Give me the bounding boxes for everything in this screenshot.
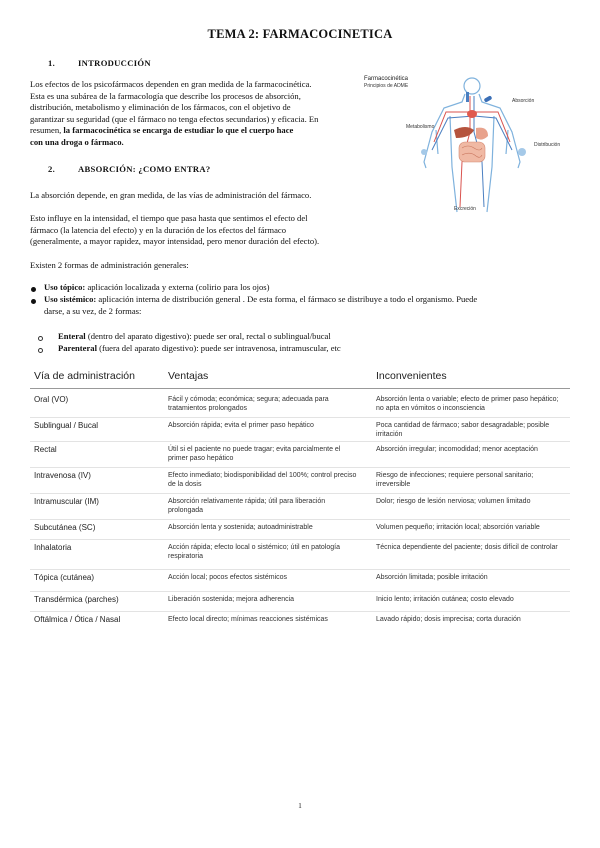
sub-bullet-icon bbox=[38, 348, 43, 353]
text-line: darse, a su vez, de 2 formas: bbox=[44, 305, 142, 316]
table-cell-ventajas: Absorción relativamente rápida; útil para liberación prolongada bbox=[168, 498, 326, 514]
bold-text: Enteral bbox=[58, 331, 86, 341]
table-header-inconvenientes: Inconvenientes bbox=[376, 370, 447, 382]
section-title: ABSORCIÓN: ¿COMO ENTRA? bbox=[78, 164, 211, 174]
absorption-paragraph-2 bbox=[30, 213, 570, 248]
table-cell-via: Sublingual / Bucal bbox=[34, 421, 99, 430]
table-cell-inconvenientes: Absorción limitada; posible irritación bbox=[376, 574, 488, 581]
table-cell-inconvenientes: Absorción lenta o variable; efecto de primer paso hepático; no apta en vómitos o inconsciencia bbox=[376, 396, 559, 412]
table-cell-ventajas: Útil si el paciente no puede tragar; evita parcialmente el primer paso hepático bbox=[168, 446, 341, 462]
table-cell-ventajas: Fácil y cómoda; económica; segura; adecuada para tratamientos prolongados bbox=[168, 396, 329, 412]
table-row-divider bbox=[30, 417, 570, 418]
table-cell-via: Transdérmica (parches) bbox=[34, 595, 119, 604]
bold-text: Uso tópico: bbox=[44, 282, 86, 292]
bold-text: la farmacocinética se encarga de estudiar lo que el cuerpo hace bbox=[63, 125, 294, 135]
text-span: (fuera del aparato digestivo): puede ser intravenosa, intramuscular, etc bbox=[96, 343, 341, 353]
absorption-paragraph-3: Existen 2 formas de administración generales: bbox=[30, 260, 189, 270]
table-cell-ventajas: Absorción rápida; evita el primer paso hepático bbox=[168, 422, 314, 429]
diagram-subtitle: Principios de ADME bbox=[364, 83, 409, 89]
intro-paragraph bbox=[30, 79, 366, 148]
text-line: Esta es una subárea de la farmacología que describe los procesos de absorción, bbox=[30, 90, 301, 101]
table-cell-inconvenientes: Inicio lento; irritación cutánea; costo elevado bbox=[376, 596, 514, 603]
table-row-divider bbox=[30, 493, 570, 494]
list-item-parenteral bbox=[58, 343, 568, 355]
table-cell-via: Tópica (cutánea) bbox=[34, 573, 95, 582]
diagram-label-distribucion: Distribución bbox=[534, 142, 561, 148]
table-header-divider bbox=[30, 388, 570, 389]
section-number: 1. bbox=[48, 58, 56, 68]
table-cell-ventajas: Acción rápida; efecto local o sistémico; útil en patología respiratoria bbox=[168, 544, 340, 560]
table-row-divider bbox=[30, 611, 570, 612]
page-title: TEMA 2: FARMACOCINETICA bbox=[207, 27, 393, 41]
table-cell-ventajas: Efecto local directo; mínimas reacciones sistémicas bbox=[168, 616, 328, 623]
table-cell-via: Inhalatoria bbox=[34, 543, 72, 552]
text-line bbox=[44, 294, 574, 306]
section-title: INTRODUCCIÓN bbox=[78, 58, 151, 68]
text-span: aplicación localizada y externa (colirio para los ojos) bbox=[85, 282, 270, 292]
diagram-label-metabolismo: Metabolismo bbox=[406, 124, 435, 130]
table-cell-via: Subcutánea (SC) bbox=[34, 523, 96, 532]
diagram-label-excrecion: Excreción bbox=[454, 206, 476, 212]
bold-text: Parenteral bbox=[58, 343, 97, 353]
table-cell-via: Oral (VO) bbox=[34, 395, 69, 404]
table-cell-via: Intravenosa (IV) bbox=[34, 471, 91, 480]
table-cell-inconvenientes: Técnica dependiente del paciente; dosis difícil de controlar bbox=[376, 544, 558, 551]
text-line bbox=[30, 125, 366, 137]
text-line: (generalmente, a mayor rapidez, mayor intensidad, pero menor duración del efecto). bbox=[30, 236, 320, 246]
table-cell-via: Rectal bbox=[34, 445, 57, 454]
table-cell-ventajas: Liberación sostenida; mejora adherencia bbox=[168, 596, 295, 603]
diagram-title: Farmacocinética bbox=[364, 76, 409, 82]
table-cell-inconvenientes: Dolor; riesgo de lesión nerviosa; volumen limitado bbox=[376, 498, 531, 505]
text-span: (dentro del aparato digestivo): puede ser oral, rectal o sublingual/bucal bbox=[85, 331, 331, 341]
section-heading-absorcion bbox=[48, 164, 210, 174]
table-cell-via: Intramuscular (IM) bbox=[34, 497, 99, 506]
table-header-via: Vía de administración bbox=[34, 370, 135, 382]
bullet-icon bbox=[31, 287, 36, 292]
bold-text: Uso sistémico: bbox=[44, 294, 97, 304]
table-row-divider bbox=[30, 441, 570, 442]
diagram-label-absorcion: Absorción bbox=[512, 98, 535, 104]
table-row-divider bbox=[30, 519, 570, 520]
table-cell-inconvenientes: Lavado rápido; dosis imprecisa; corta duración bbox=[376, 616, 521, 623]
text-line bbox=[30, 137, 366, 149]
section-heading-introduccion bbox=[48, 58, 151, 68]
text-line: distribución, metabolismo y eliminación de los fármacos, con el objetivo de bbox=[30, 102, 291, 112]
text-line: Esto influye en la intensidad, el tiempo que pasa hasta que sentimos el efecto del bbox=[30, 213, 308, 223]
table-cell-inconvenientes: Poca cantidad de fármaco; sabor desagradable; posible irritación bbox=[376, 422, 550, 438]
bold-text: con una droga o fármaco. bbox=[30, 136, 124, 147]
absorption-paragraph-1: La absorción depende, en gran medida, de las vías de administración del fármaco. bbox=[30, 190, 312, 200]
text-span: resumen, bbox=[30, 125, 64, 135]
table-cell-ventajas: Absorción lenta y sostenida; autoadministrable bbox=[168, 524, 313, 531]
table-cell-ventajas: Efecto inmediato; biodisponibilidad del 100%; control preciso de la dosis bbox=[168, 472, 357, 488]
bullet-icon bbox=[31, 299, 36, 304]
table-cell-inconvenientes: Absorción irregular; incomodidad; menor aceptación bbox=[376, 446, 538, 453]
list-item-uso-sistemico bbox=[44, 294, 574, 317]
page-number: 1 bbox=[298, 802, 302, 810]
table-row-divider bbox=[30, 591, 570, 592]
list-item-uso-topico bbox=[44, 282, 574, 294]
text-line: Los efectos de los psicofármacos dependen en gran medida de la farmacocinética. bbox=[30, 79, 312, 89]
table-cell-via: Oftálmica / Ótica / Nasal bbox=[34, 615, 121, 624]
section-number: 2. bbox=[48, 164, 56, 174]
table-cell-ventajas: Acción local; pocos efectos sistémicos bbox=[168, 574, 288, 581]
table-row-divider bbox=[30, 539, 570, 540]
list-item-enteral bbox=[58, 331, 568, 343]
table-cell-inconvenientes: Volumen pequeño; irritación local; absorción variable bbox=[376, 524, 540, 531]
table-row-divider bbox=[30, 467, 570, 468]
table-cell-inconvenientes: Riesgo de infecciones; requiere personal sanitario; irreversible bbox=[376, 472, 534, 488]
table-row-divider bbox=[30, 569, 570, 570]
table-header-ventajas: Ventajas bbox=[168, 370, 209, 382]
text-line: garantizar su seguridad (que el fármaco no tenga efectos secundarios) y eficacia. En bbox=[30, 113, 319, 124]
text-line: fármaco (la latencia del efecto) y en la duración de los efectos del fármaco bbox=[30, 224, 287, 235]
sub-bullet-icon bbox=[38, 336, 43, 341]
text-span: aplicación interna de distribución general . De esta forma, el fármaco se distribuye a todo el organismo. Puede bbox=[96, 294, 478, 304]
